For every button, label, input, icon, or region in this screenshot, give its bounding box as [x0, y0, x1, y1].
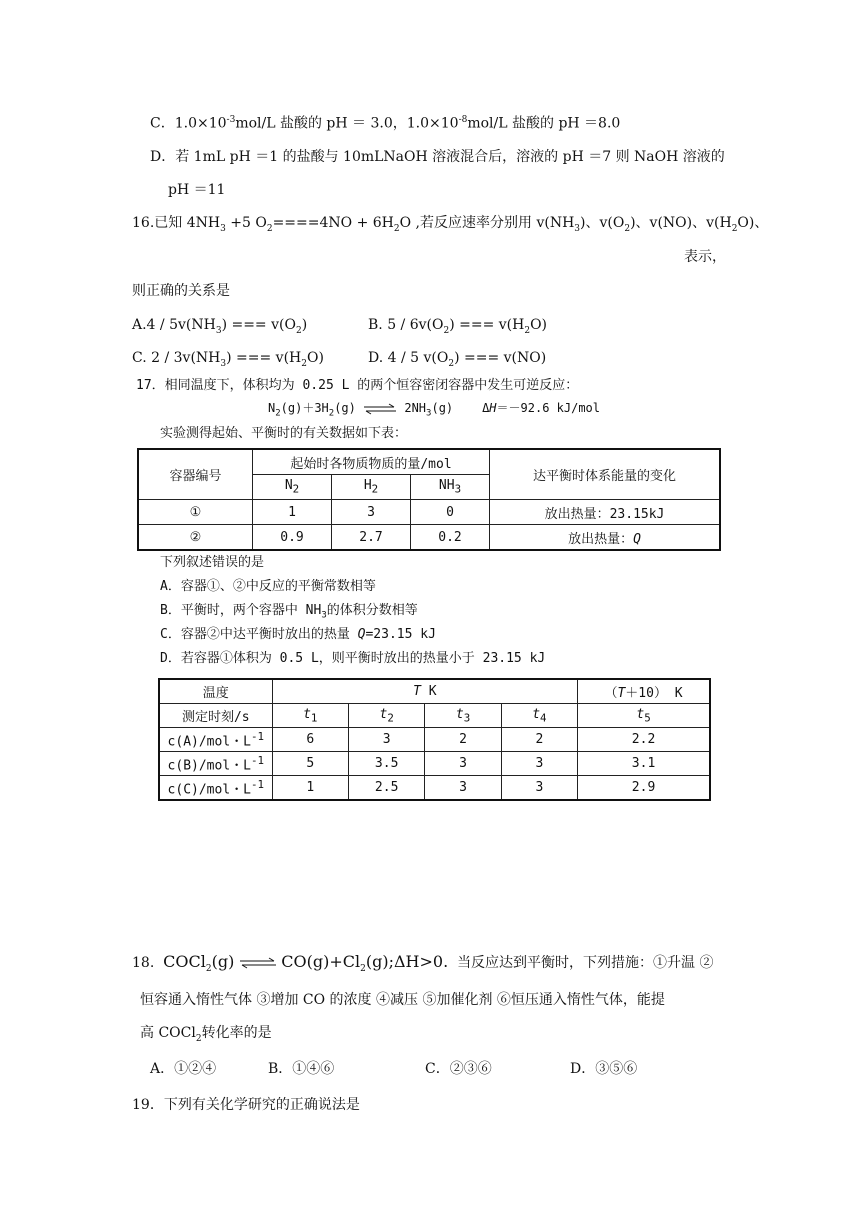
q18-option-d: D．③⑤⑥	[570, 1061, 638, 1077]
table-header-energy: 达平衡时体系能量的变化	[490, 449, 721, 500]
q16-option-d: D. 4 / 5 $v(O_2)$ === v(NO)	[368, 350, 547, 369]
q16-option-b: B. $5 / 6v(O_2)$ === $v(H_2O)$	[368, 317, 548, 336]
table-row: ① 1 3 0 放出热量：23.15kJ	[138, 500, 720, 525]
table-header-h2: $H_2$	[332, 475, 411, 500]
table-header-time: 测定时刻/s	[159, 704, 272, 728]
q15-option-d-line1: D．若 1mL pH ＝1 的盐酸与 10mLNaOH 溶液混合后，溶液的 pH ＝7 则 NaOH 溶液的	[150, 149, 725, 165]
q16-stem-right: 表示，	[684, 249, 726, 265]
concentration-table: 温度 T K （T＋10） K 测定时刻/s $t_1$ $t_2$ $t_3$ $t_4$ $t_5$ c(A)/mol・$L^{-1}$ 6 3 2 2 2.2 c(B)/mol・$L^{-1}$ 5 3.5 3 3 3.1 c(C)/mol・$L^{-1}$ 1 2.5 3 3 2.9	[158, 678, 711, 801]
q18-option-b: B．①④⑥	[268, 1061, 335, 1077]
q15-option-d-line2: pH ＝11	[168, 182, 226, 198]
q18-line2: 恒容通入惰性气体 ③增加 CO 的浓度 ④减压 ⑤加催化剂 ⑥恒压通入惰性气体，能提	[140, 992, 665, 1008]
q15-option-c: C．$1.0\times 10^{-3}mol/L$ 盐酸的 pH ＝ 3.0，$1.0\times 10^{-8}mol/L$ 盐酸的 pH ＝8.0	[150, 115, 621, 132]
q16-option-c: C. $2 / 3v(NH_3)$ === $v(H_2O)$	[132, 350, 324, 369]
table-header-temp: 温度	[159, 679, 272, 704]
q16-stem-line3: 则正确的关系是	[132, 283, 230, 299]
table-header-nh3: $NH_3$	[411, 475, 490, 500]
table-row: c(C)/mol・$L^{-1}$ 1 2.5 3 3 2.9	[159, 776, 710, 801]
table-header-t10: （T＋10） K	[578, 679, 710, 704]
q17-option-b: B．平衡时，两个容器中 $NH_3$的体积分数相等	[160, 603, 418, 621]
reversible-arrow-icon	[363, 403, 397, 415]
q16-option-a: $A.4 / 5v(NH_3)$ === $v(O_2)$	[132, 317, 308, 336]
q17-data-table	[137, 448, 721, 551]
q17-option-a: A．容器①、②中反应的平衡常数相等	[160, 579, 376, 594]
q18-option-a: A．①②④	[150, 1061, 217, 1077]
table-header-container: 容器编号	[138, 449, 253, 500]
q17-question: 下列叙述错误的是	[160, 555, 265, 570]
q17-option-d: D．若容器①体积为 0.5 L，则平衡时放出的热量小于 23.15 kJ	[160, 651, 546, 666]
q16-stem: 16.已知 $4NH_3 +5$ $O_2====4NO + 6H_2O$ ,若反应速率分别用 $v(NH_3)$、$v(O_2)$、v(NO)、$v(H_2O)$、	[132, 215, 769, 234]
q19-stem: 19．下列有关化学研究的正确说法是	[132, 1097, 360, 1113]
q17-stem: 17．相同温度下，体积均为 0.25 L 的两个恒容密闭容器中发生可逆反应：	[136, 378, 579, 393]
q17-option-c: C．容器②中达平衡时放出的热量 Q=23.15 kJ	[160, 627, 436, 642]
q18-option-c: C．②③⑥	[425, 1061, 492, 1077]
table-row: c(B)/mol・$L^{-1}$ 5 3.5 3 3 3.1	[159, 752, 710, 776]
q17-equation: $N_2(g)+3H_2(g)$ $2NH_3(g)$ ΔH＝－92.6 kJ/mol	[268, 401, 601, 419]
table-row: c(A)/mol・$L^{-1}$ 6 3 2 2 2.2	[159, 728, 710, 752]
table-header-start: 起始时各物质物质的量/mol	[253, 449, 490, 475]
table-header-tk: T K	[272, 679, 577, 704]
table-header-n2: $N_2$	[253, 475, 332, 500]
reversible-arrow-icon	[239, 957, 277, 969]
q18-line3: 高 COCl$_2$转化率的是	[140, 1025, 272, 1044]
q17-intro: 实验测得起始、平衡时的有关数据如下表：	[160, 426, 408, 441]
table-row: ② 0.9 2.7 0.2 放出热量：Q	[138, 525, 720, 551]
q18-line1: 18. COCl$_2$(g) $CO(g)+Cl_2(g);\Delta H>0$. 当反应达到平衡时，下列措施：①升温 ②	[132, 952, 714, 974]
